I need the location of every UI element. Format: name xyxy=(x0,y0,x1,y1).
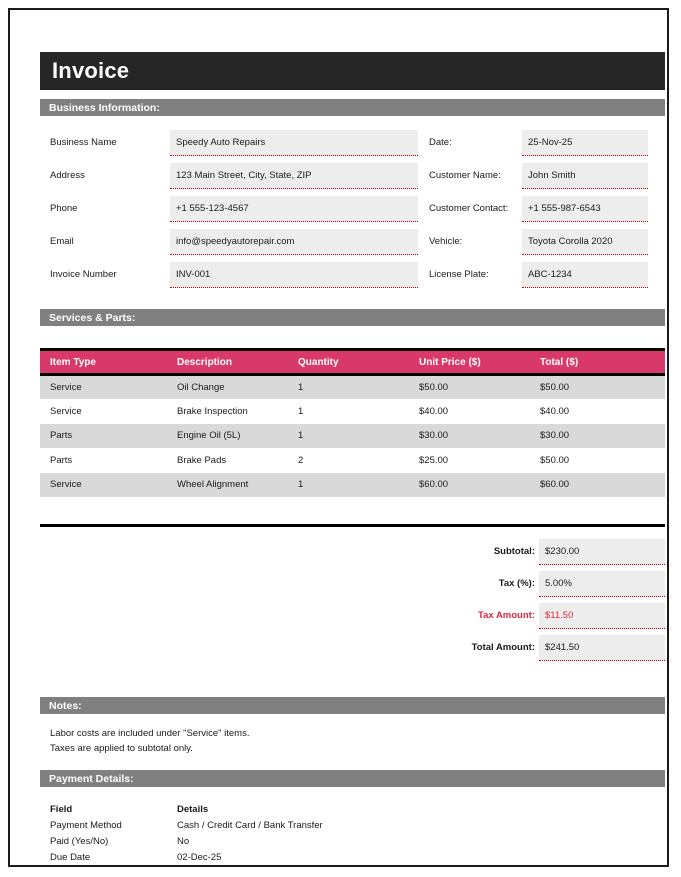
input-invoice-number[interactable]: INV-001 xyxy=(170,262,418,288)
field-row-phone xyxy=(40,196,420,229)
input-email[interactable]: info@speedyautorepair.com xyxy=(170,229,418,255)
table-row xyxy=(40,375,665,400)
field-row-email xyxy=(40,229,420,262)
cell-quantity: 2 xyxy=(288,448,409,473)
cell-total: $50.00 xyxy=(530,375,665,400)
invoice-page xyxy=(8,8,669,867)
section-header-business-information xyxy=(40,99,665,116)
payment-table-header-row xyxy=(40,801,467,817)
notes-line-2: Taxes are applied to subtotal only. xyxy=(50,743,193,754)
field-row-invoice-number xyxy=(40,262,420,295)
cell-quantity: 1 xyxy=(288,424,409,449)
label-customer-contact: Customer Contact: xyxy=(429,203,509,214)
label-email: Email xyxy=(50,236,74,247)
cell-quantity: 1 xyxy=(288,399,409,424)
cell-item-type: Service xyxy=(40,375,167,400)
table-row xyxy=(40,424,665,449)
label-license-plate: License Plate: xyxy=(429,269,489,280)
cell-unit-price: $30.00 xyxy=(409,424,530,449)
section-header-label: Services & Parts: xyxy=(49,311,136,324)
field-row-address xyxy=(40,163,420,196)
cell-total: $40.00 xyxy=(530,399,665,424)
totals-row-tax-percent xyxy=(499,571,665,603)
business-info-right-column xyxy=(420,130,665,295)
column-header-item-type[interactable]: Item Type xyxy=(40,350,167,375)
cell-description: Wheel Alignment xyxy=(167,473,288,498)
invoice-content xyxy=(40,52,665,865)
field-row-customer-name xyxy=(420,163,665,196)
notes-line-1: Labor costs are included under "Service" items. xyxy=(50,728,250,739)
table-row xyxy=(40,399,665,424)
input-total-amount[interactable]: $241.50 xyxy=(539,635,665,661)
cell-unit-price: $25.00 xyxy=(409,448,530,473)
cell-payment-details: 02-Dec-25 xyxy=(177,851,222,863)
table-row xyxy=(40,473,665,498)
input-tax-percent[interactable]: 5.00% xyxy=(539,571,665,597)
input-tax-amount[interactable]: $11.50 xyxy=(539,603,665,629)
business-info-left-column xyxy=(40,130,420,295)
cell-item-type: Parts xyxy=(40,448,167,473)
section-header-notes xyxy=(40,697,665,714)
label-vehicle: Vehicle: xyxy=(429,236,463,247)
label-invoice-number: Invoice Number xyxy=(50,269,117,280)
cell-unit-price: $50.00 xyxy=(409,375,530,400)
field-row-date xyxy=(420,130,665,163)
totals-row-tax-amount xyxy=(478,603,665,635)
cell-total: $50.00 xyxy=(530,448,665,473)
field-row-license-plate xyxy=(420,262,665,295)
label-subtotal: Subtotal: xyxy=(493,546,535,557)
table-row xyxy=(40,849,467,865)
input-license-plate[interactable]: ABC-1234 xyxy=(522,262,648,288)
cell-payment-field: Paid (Yes/No) xyxy=(50,835,109,847)
section-header-label: Business Information: xyxy=(49,101,160,114)
notes-body xyxy=(40,726,665,756)
table-row xyxy=(40,448,665,473)
field-row-vehicle xyxy=(420,229,665,262)
input-customer-contact[interactable]: +1 555-987-6543 xyxy=(522,196,648,222)
cell-quantity: 1 xyxy=(288,375,409,400)
input-address[interactable]: 123 Main Street, City, State, ZIP xyxy=(170,163,418,189)
totals-divider xyxy=(40,524,665,527)
cell-payment-details: No xyxy=(177,835,190,847)
cell-payment-details: Cash / Credit Card / Bank Transfer xyxy=(177,819,323,831)
payment-details-table xyxy=(40,801,467,865)
section-header-label: Payment Details: xyxy=(49,772,134,785)
cell-item-type: Service xyxy=(40,473,167,498)
cell-unit-price: $60.00 xyxy=(409,473,530,498)
input-vehicle[interactable]: Toyota Corolla 2020 xyxy=(522,229,648,255)
business-information-grid xyxy=(40,130,665,295)
label-date: Date: xyxy=(429,137,452,148)
label-total-amount: Total Amount: xyxy=(471,642,535,653)
services-table-wrapper xyxy=(40,348,665,497)
label-customer-name: Customer Name: xyxy=(429,170,501,181)
column-header-quantity[interactable]: Quantity xyxy=(288,350,409,375)
cell-payment-field: Payment Method xyxy=(50,819,122,831)
section-header-services-parts xyxy=(40,309,665,326)
input-customer-name[interactable]: John Smith xyxy=(522,163,648,189)
column-header-description[interactable]: Description xyxy=(167,350,288,375)
cell-description: Brake Pads xyxy=(167,448,288,473)
cell-quantity: 1 xyxy=(288,473,409,498)
field-row-customer-contact xyxy=(420,196,665,229)
label-phone: Phone xyxy=(50,203,78,214)
input-phone[interactable]: +1 555-123-4567 xyxy=(170,196,418,222)
label-tax-amount: Tax Amount: xyxy=(478,610,535,621)
totals-row-total-amount xyxy=(472,635,665,667)
cell-item-type: Parts xyxy=(40,424,167,449)
column-header-unit-price[interactable]: Unit Price ($) xyxy=(409,350,530,375)
services-table-header-row xyxy=(40,350,665,375)
cell-description: Brake Inspection xyxy=(167,399,288,424)
totals-row-subtotal xyxy=(494,539,665,571)
cell-unit-price: $40.00 xyxy=(409,399,530,424)
totals-block xyxy=(40,539,665,667)
input-subtotal[interactable]: $230.00 xyxy=(539,539,665,565)
column-header-field: Field xyxy=(50,803,73,815)
column-header-details: Details xyxy=(177,803,209,815)
input-business-name[interactable]: Speedy Auto Repairs xyxy=(170,130,418,156)
table-row xyxy=(40,817,467,833)
cell-item-type: Service xyxy=(40,399,167,424)
section-header-payment-details xyxy=(40,770,665,787)
field-row-business-name xyxy=(40,130,420,163)
page-title: Invoice xyxy=(52,58,130,83)
label-tax-percent: Tax (%): xyxy=(498,578,535,589)
section-header-label: Notes: xyxy=(49,699,82,712)
label-address: Address xyxy=(50,170,85,181)
column-header-total[interactable]: Total ($) xyxy=(530,350,665,375)
services-table xyxy=(40,348,665,497)
cell-description: Engine Oil (5L) xyxy=(167,424,288,449)
table-row xyxy=(40,833,467,849)
cell-payment-field: Due Date xyxy=(50,851,91,863)
label-business-name: Business Name xyxy=(50,137,117,148)
cell-total: $60.00 xyxy=(530,473,665,498)
invoice-title-bar xyxy=(40,52,665,90)
cell-description: Oil Change xyxy=(167,375,288,400)
input-date[interactable]: 25-Nov-25 xyxy=(522,130,648,156)
cell-total: $30.00 xyxy=(530,424,665,449)
